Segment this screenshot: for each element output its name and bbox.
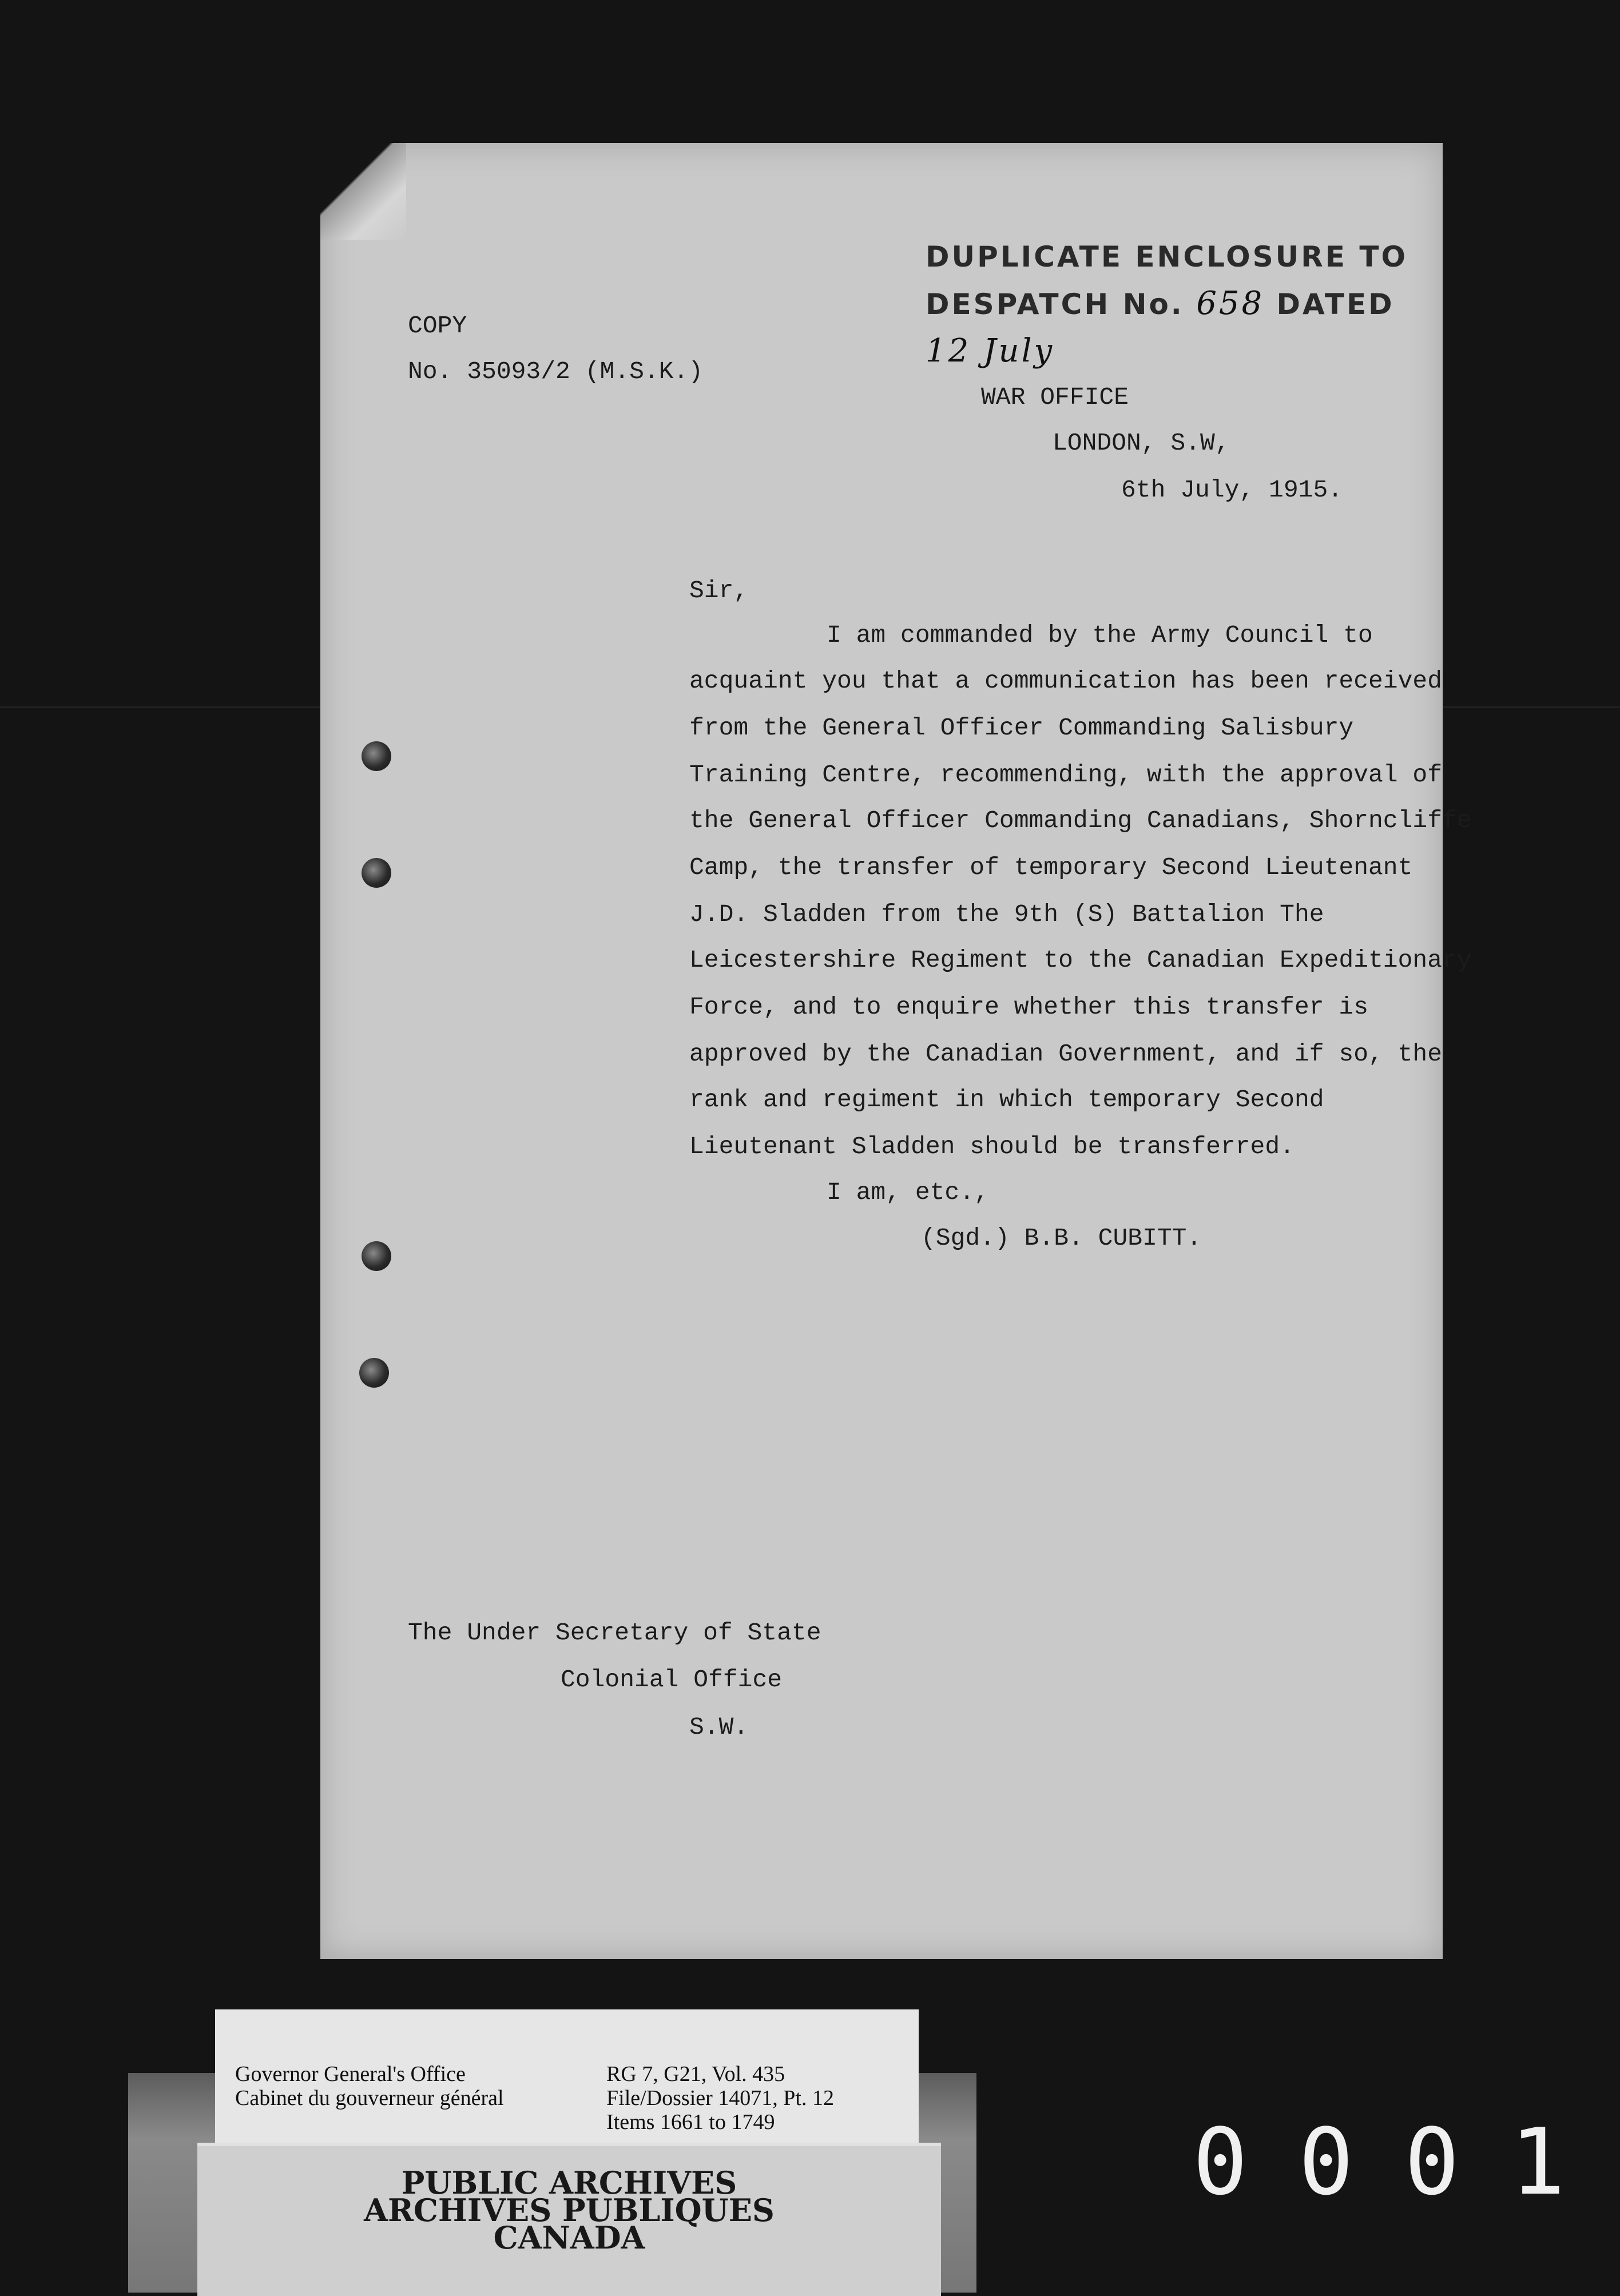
stamp-line-1: DUPLICATE ENCLOSURE TO bbox=[926, 240, 1408, 273]
frame-digit: 0 bbox=[1404, 2108, 1460, 2215]
file-dossier: File/Dossier 14071, Pt. 12 bbox=[606, 2086, 834, 2110]
dated-value: 12 July bbox=[926, 332, 1055, 370]
addressee-line-3: S.W. bbox=[689, 1713, 749, 1741]
body-line: from the General Officer Commanding Salisbury bbox=[689, 714, 1354, 742]
body-line: Lieutenant Sladden should be transferred. bbox=[689, 1133, 1295, 1161]
body-line: the General Officer Commanding Canadians, Shorncliffe bbox=[689, 807, 1472, 835]
despatch-number: 658 bbox=[1196, 285, 1265, 322]
office-name-fr: Cabinet du gouverneur général bbox=[235, 2086, 504, 2110]
record-reference bbox=[606, 2062, 834, 2134]
addressee-line-1: The Under Secretary of State bbox=[408, 1619, 821, 1647]
body-line: Leicestershire Regiment to the Canadian Expeditionary bbox=[689, 946, 1472, 974]
office-names bbox=[235, 2062, 504, 2110]
addressee-line-2: Colonial Office bbox=[561, 1666, 783, 1694]
stamp-dated-label: DATED bbox=[1276, 288, 1395, 321]
items-range: Items 1661 to 1749 bbox=[606, 2110, 775, 2134]
archives-line-1: PUBLIC ARCHIVES bbox=[401, 2164, 737, 2201]
archives-line-3: CANADA bbox=[493, 2219, 645, 2256]
frame-digit: 1 bbox=[1510, 2108, 1566, 2215]
archive-reference-label bbox=[215, 2009, 919, 2144]
closing: I am, etc., bbox=[827, 1178, 989, 1206]
salutation: Sir, bbox=[689, 577, 749, 605]
public-archives-stamp bbox=[197, 2143, 941, 2296]
body-line: rank and regiment in which temporary Second bbox=[689, 1086, 1324, 1114]
signature: (Sgd.) B.B. CUBITT. bbox=[921, 1224, 1202, 1252]
punch-hole bbox=[362, 741, 391, 771]
body-line: approved by the Canadian Government, and if so, the bbox=[689, 1040, 1443, 1068]
body-line: Camp, the transfer of temporary Second Lieutenant bbox=[689, 853, 1413, 881]
body-line: I am commanded by the Army Council to bbox=[827, 621, 1373, 649]
punch-hole bbox=[359, 1358, 389, 1388]
sender-city: LONDON, S.W, bbox=[1053, 429, 1230, 457]
stamp-despatch-label: DESPATCH No. bbox=[926, 288, 1184, 321]
archives-line-2: ARCHIVES PUBLIQUES bbox=[364, 2192, 775, 2229]
stamp-line-2 bbox=[926, 280, 1443, 375]
punch-hole bbox=[362, 1241, 391, 1271]
reference-number: No. 35093/2 (M.S.K.) bbox=[408, 357, 704, 386]
body-line: acquaint you that a communication has been received bbox=[689, 667, 1443, 695]
record-group: RG 7, G21, Vol. 435 bbox=[606, 2062, 785, 2086]
body-line: J.D. Sladden from the 9th (S) Battalion The bbox=[689, 900, 1324, 928]
body-line: Training Centre, recommending, with the approval of bbox=[689, 761, 1443, 789]
letter-date: 6th July, 1915. bbox=[1121, 476, 1343, 504]
folded-corner bbox=[320, 143, 406, 240]
frame-digit: 0 bbox=[1193, 2108, 1248, 2215]
punch-hole bbox=[362, 858, 391, 888]
body-line: Force, and to enquire whether this transfer is bbox=[689, 993, 1368, 1021]
office-name-en: Governor General's Office bbox=[235, 2062, 466, 2086]
copy-label: COPY bbox=[408, 312, 467, 340]
sender-office: WAR OFFICE bbox=[981, 383, 1129, 411]
duplicate-enclosure-stamp bbox=[926, 233, 1443, 375]
frame-digit: 0 bbox=[1299, 2108, 1354, 2215]
letter-page bbox=[320, 143, 1472, 1959]
